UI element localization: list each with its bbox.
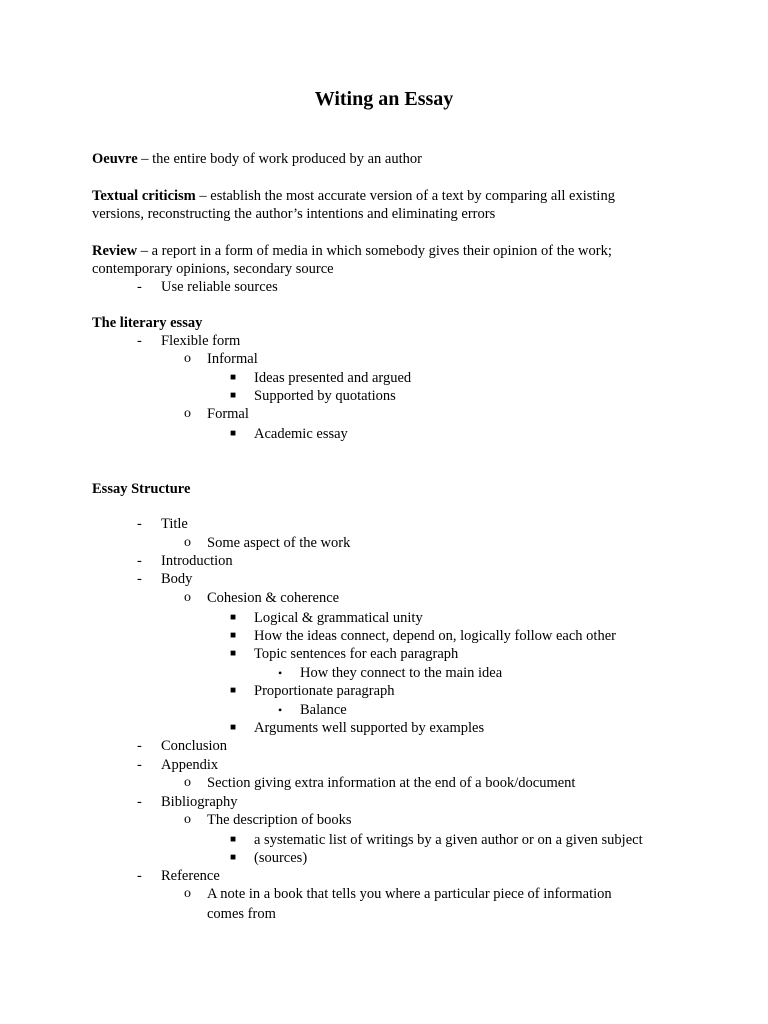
- list-item: Title: [161, 516, 188, 532]
- list-item: Some aspect of the work: [207, 535, 351, 551]
- definition-text-continued: versions, reconstructing the author’s intentions and eliminating errors: [92, 206, 496, 222]
- circle-bullet: o: [184, 812, 191, 827]
- list-item: Ideas presented and argued: [254, 370, 412, 386]
- list-item: Arguments well supported by examples: [254, 720, 485, 736]
- list-item: Reference: [161, 868, 220, 884]
- definition-text: – the entire body of work produced by an author: [137, 151, 422, 167]
- circle-bullet: o: [184, 406, 191, 421]
- square-bullet: ■: [230, 685, 237, 696]
- square-bullet: ■: [230, 834, 237, 845]
- definition-review: [92, 242, 612, 260]
- definition-textual-criticism: [92, 187, 615, 205]
- circle-bullet: o: [184, 590, 191, 605]
- list-item: Section giving extra information at the end of a book/document: [207, 775, 576, 791]
- dash-bullet: -: [137, 333, 142, 349]
- list-item: Body: [161, 571, 193, 587]
- circle-bullet: o: [184, 535, 191, 550]
- list-item: How the ideas connect, depend on, logically follow each other: [254, 628, 616, 644]
- list-item: A note in a book that tells you where a particular piece of information: [207, 886, 612, 902]
- dash-bullet: -: [137, 571, 142, 587]
- square-bullet: ■: [230, 428, 237, 439]
- list-item: a systematic list of writings by a given author or on a given subject: [254, 832, 643, 848]
- list-item: Conclusion: [161, 738, 228, 754]
- square-bullet: ■: [230, 630, 237, 641]
- circle-bullet: o: [184, 775, 191, 790]
- list-item: Balance: [300, 702, 347, 718]
- list-item-continued: comes from: [207, 906, 276, 922]
- list-item: Flexible form: [161, 333, 241, 349]
- square-bullet: ■: [230, 648, 237, 659]
- list-item: Use reliable sources: [161, 279, 278, 295]
- definition-text: – establish the most accurate version of a text by comparing all existing: [195, 188, 615, 204]
- dash-bullet: -: [137, 757, 142, 773]
- list-item: Topic sentences for each paragraph: [254, 646, 459, 662]
- definition-term: Review: [92, 243, 138, 259]
- list-item: Academic essay: [254, 426, 348, 442]
- dash-bullet: -: [137, 738, 142, 754]
- dash-bullet: -: [137, 553, 142, 569]
- square-bullet: ■: [230, 722, 237, 733]
- list-item: How they connect to the main idea: [300, 665, 503, 681]
- circle-bullet: o: [184, 351, 191, 366]
- list-item: Bibliography: [161, 794, 238, 810]
- definition-oeuvre: [92, 150, 422, 168]
- list-item: Supported by quotations: [254, 388, 396, 404]
- list-item: Informal: [207, 351, 258, 367]
- list-item: Appendix: [161, 757, 219, 773]
- list-item: The description of books: [207, 812, 352, 828]
- list-item: (sources): [254, 850, 308, 866]
- section-heading-essay-structure: Essay Structure: [92, 481, 191, 497]
- square-bullet: ■: [230, 372, 237, 383]
- list-item: Introduction: [161, 553, 233, 569]
- circle-bullet: o: [184, 886, 191, 901]
- dash-bullet: -: [137, 279, 142, 295]
- dot-bullet: •: [278, 703, 283, 717]
- dash-bullet: -: [137, 868, 142, 884]
- dash-bullet: -: [137, 516, 142, 532]
- list-item: Formal: [207, 406, 249, 422]
- definition-text: – a report in a form of media in which somebody gives their opinion of the work;: [137, 243, 612, 259]
- list-item: Proportionate paragraph: [254, 683, 395, 699]
- section-heading-literary-essay: The literary essay: [92, 315, 203, 331]
- list-item: Logical & grammatical unity: [254, 610, 423, 626]
- square-bullet: ■: [230, 852, 237, 863]
- dash-bullet: -: [137, 794, 142, 810]
- definition-term: Textual criticism: [92, 188, 196, 204]
- definition-term: Oeuvre: [92, 151, 138, 167]
- document-title: Witing an Essay: [314, 88, 454, 110]
- square-bullet: ■: [230, 390, 237, 401]
- dot-bullet: •: [278, 666, 283, 680]
- square-bullet: ■: [230, 612, 237, 623]
- list-item: Cohesion & coherence: [207, 590, 340, 606]
- definition-text-continued: contemporary opinions, secondary source: [92, 261, 334, 277]
